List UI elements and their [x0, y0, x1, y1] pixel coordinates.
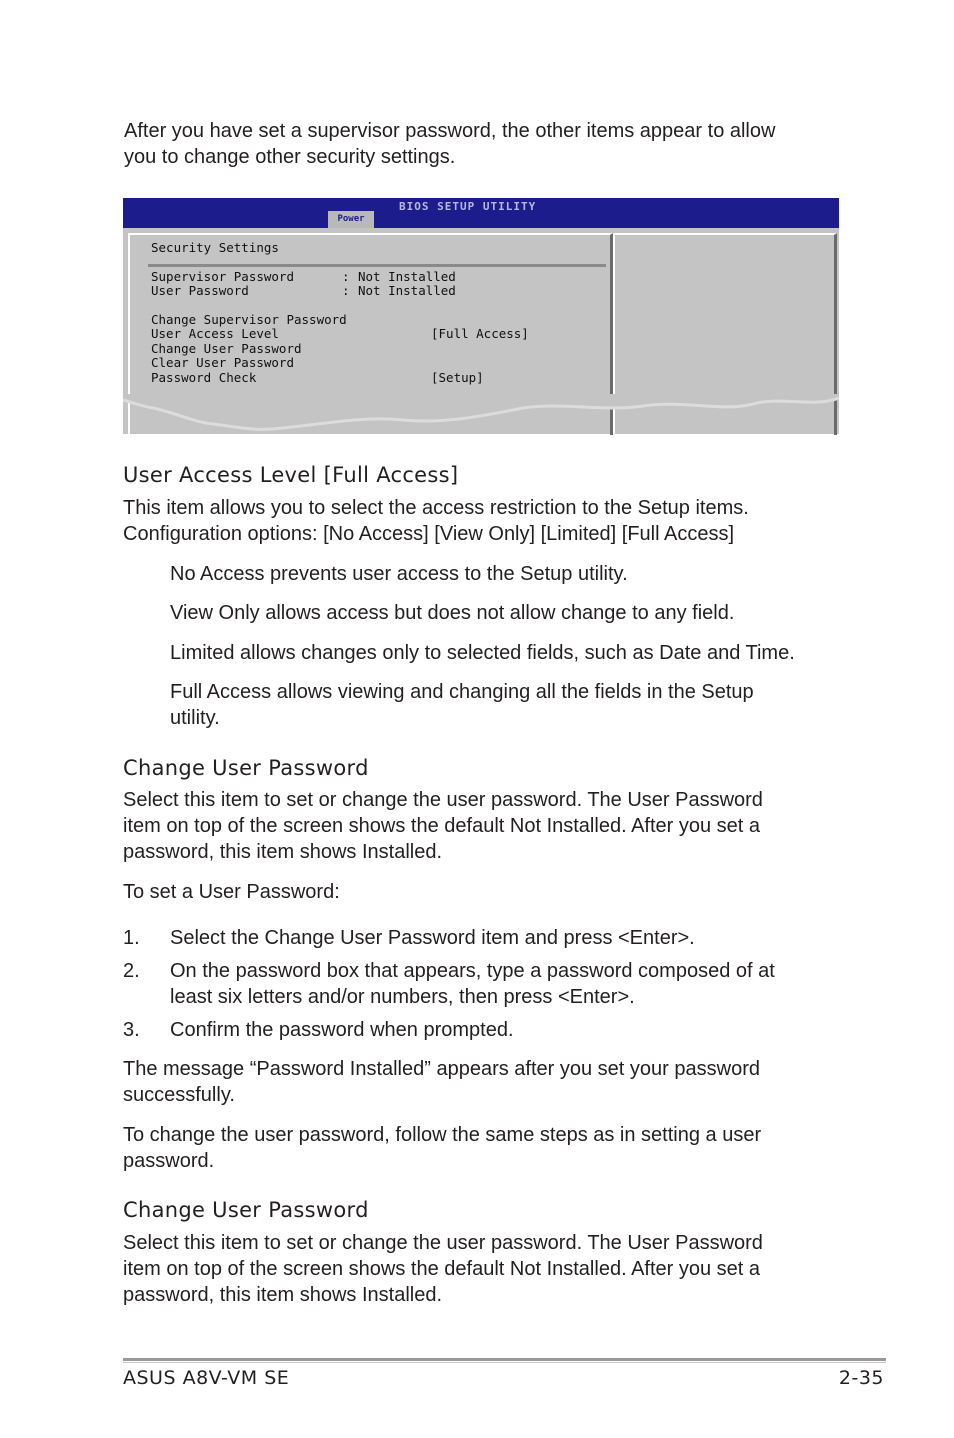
bios-row-label: Supervisor Password	[151, 269, 294, 284]
option-limited: Limited allows changes only to selected fields, such as Date and Time.	[170, 642, 795, 664]
bios-screenshot	[123, 198, 839, 434]
step-text: Confirm the password when prompted.	[170, 1019, 514, 1041]
intro-line-2: you to change other security settings.	[124, 146, 456, 168]
step-number: 1.	[123, 927, 140, 949]
step-text: Select the Change User Password item and press <Enter>.	[170, 927, 695, 949]
bios-item-password-check[interactable]: Password Check	[151, 370, 257, 385]
intro-line-1: After you have set a supervisor password, the other items appear to allow	[124, 120, 776, 142]
heading-change-user-password: Change User Password	[123, 756, 369, 780]
step-text: On the password box that appears, type a password composed of at	[170, 960, 775, 982]
option-view-only: View Only allows access but does not allow change to any field.	[170, 602, 735, 624]
paragraph-line: item on top of the screen shows the default Not Installed. After you set a	[123, 815, 761, 837]
footer-rule-shadow	[123, 1362, 886, 1363]
bios-item-change-supervisor-password[interactable]: Change Supervisor Password	[151, 312, 347, 327]
paragraph-line: Select this item to set or change the user password. The User Password	[123, 789, 763, 811]
paragraph-line: To set a User Password:	[123, 881, 340, 903]
bios-divider	[148, 264, 606, 267]
bios-row-sep: :	[342, 269, 350, 284]
heading-change-user-password-2: Change User Password	[123, 1198, 369, 1222]
bios-item-clear-user-password[interactable]: Clear User Password	[151, 355, 294, 370]
heading-user-access-level: User Access Level [Full Access]	[123, 463, 459, 487]
paragraph-line: password, this item shows Installed.	[123, 841, 443, 863]
step-text-cont: least six letters and/or numbers, then press <Enter>.	[170, 986, 635, 1008]
paragraph-line: item on top of the screen shows the default Not Installed. After you set a	[123, 1258, 761, 1280]
torn-edge-decoration	[123, 394, 839, 436]
step-number: 2.	[123, 960, 140, 982]
paragraph-line: password.	[123, 1150, 215, 1172]
option-no-access: No Access prevents user access to the Setup utility.	[170, 563, 628, 585]
paragraph-line: password, this item shows Installed.	[123, 1284, 443, 1306]
bios-item-change-user-password[interactable]: Change User Password	[151, 341, 302, 356]
bios-item-user-access-level[interactable]: User Access Level	[151, 326, 279, 341]
bios-title-bar	[123, 198, 839, 228]
bios-row-label: User Password	[151, 283, 249, 298]
footer-rule	[123, 1358, 886, 1361]
bios-row-sep: :	[342, 283, 350, 298]
paragraph-line: This item allows you to select the access restriction to the Setup items.	[123, 497, 749, 519]
footer-product-name: ASUS A8V-VM SE	[123, 1367, 290, 1389]
bios-item-value[interactable]: [Setup]	[431, 370, 484, 385]
bios-row-value: Not Installed	[358, 283, 456, 298]
bios-section-title: Security Settings	[151, 240, 279, 255]
bios-tab-power: Power	[328, 211, 374, 228]
paragraph-line: Configuration options: [No Access] [View Only] [Limited] [Full Access]	[123, 523, 735, 545]
paragraph-line: The message “Password Installed” appears after you set your password	[123, 1058, 760, 1080]
paragraph-line: Select this item to set or change the user password. The User Password	[123, 1232, 763, 1254]
bios-item-value[interactable]: [Full Access]	[431, 326, 529, 341]
footer-page-number: 2-35	[838, 1367, 884, 1389]
paragraph-line: successfully.	[123, 1084, 235, 1106]
bios-row-value: Not Installed	[358, 269, 456, 284]
bios-title: BIOS SETUP UTILITY	[399, 200, 537, 213]
paragraph-line: To change the user password, follow the same steps as in setting a user	[123, 1124, 762, 1146]
option-full-access-cont: utility.	[170, 707, 220, 729]
step-number: 3.	[123, 1019, 140, 1041]
option-full-access: Full Access allows viewing and changing all the fields in the Setup	[170, 681, 754, 703]
